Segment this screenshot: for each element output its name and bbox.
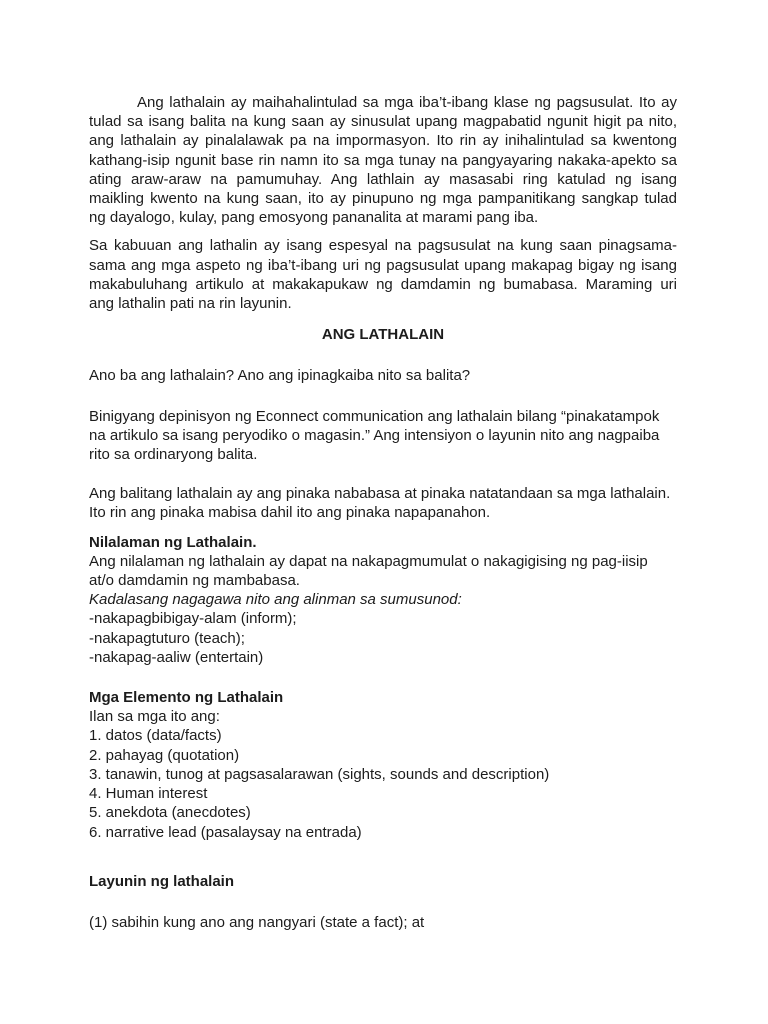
paragraph-line: na artikulo sa isang peryodiko o magasin.” Ang intensiyon o layunin nito ang nagpaiba: [89, 426, 660, 444]
balita-paragraph: [89, 484, 677, 522]
paragraph-line: sama ang mga aspeto ng iba’t-ibang uri ng pagsusulat upang makapag bigay ng isang: [89, 256, 677, 274]
paragraph-line: ang lathalin pati na rin layunin.: [89, 295, 292, 313]
paragraph-line: kathang-isip ngunit base rin namn ito sa mga tunay na pangyayaring nakaka-apekto sa: [89, 151, 677, 169]
paragraph-line: Binigyang depinisyon ng Econnect communication ang lathalain bilang “pinakatampok: [89, 407, 660, 425]
paragraph-line: Ang balitang lathalain ay ang pinaka nababasa at pinaka natatandaan sa mga lathalain.: [89, 485, 671, 503]
paragraph-line: ang lathalain ay pinalalawak pa na impormasyon. Ito rin ay inihalintulad sa kwentong: [89, 132, 677, 150]
list-item: 2. pahayag (quotation): [89, 746, 240, 764]
paragraph-line: Ang lathalain ay maihahalintulad sa mga iba’t-ibang klase ng pagsusulat. Ito ay: [137, 94, 677, 111]
paragraph-line: ng dayalogo, kulay, pang emosyong pananalita at marami pang iba.: [89, 209, 539, 227]
layunin-section: [89, 872, 677, 932]
paragraph-line: Sa kabuuan ang lathalin ay isang espesyal na pagsusulat na kung saan pinagsama-: [89, 237, 677, 255]
list-item: 3. tanawin, tunog at pagsasalarawan (sights, sounds and description): [89, 765, 550, 783]
list-item: -nakapagtuturo (teach);: [89, 629, 245, 647]
list-item: 1. datos (data/facts): [89, 727, 222, 745]
paragraph-line: rito sa ordinaryong balita.: [89, 446, 258, 464]
paragraph-line: Ang nilalaman ng lathalain ay dapat na nakapagmumulat o nakagigising ng pag-iisip: [89, 552, 648, 570]
elemento-title: Mga Elemento ng Lathalain: [89, 689, 284, 707]
definition-paragraph: [89, 407, 677, 465]
list-intro: Kadalasang nagagawa nito ang alinman sa sumusunod:: [89, 591, 462, 609]
intro-paragraph-1: [89, 93, 677, 227]
paragraph-line: ating araw-araw na pamumuhay. Ang lathlain ay masasabi ring katulad ng isang: [89, 170, 677, 188]
document-body: [89, 93, 677, 932]
nilalaman-section: [89, 533, 677, 667]
list-item: 5. anekdota (anecdotes): [89, 804, 251, 822]
list-intro: Ilan sa mga ito ang:: [89, 708, 220, 726]
list-item: -nakapag-aaliw (entertain): [89, 648, 264, 666]
list-item: (1) sabihin kung ano ang nangyari (state a fact); at: [89, 913, 425, 931]
paragraph-line: Ito rin ang pinaka mabisa dahil ito ang pinaka napapanahon.: [89, 504, 491, 522]
paragraph-line: makabuluhang artikulo at makakapukaw ng damdamin ng bumabasa. Maraming uri: [89, 275, 677, 293]
paragraph-line: tulad sa isang balita na kung saan ay sinusulat upang magpabatid ngunit higit pa nito,: [89, 113, 677, 131]
elemento-section: [89, 688, 677, 842]
paragraph-line: maikling kwento na kung saan, ito ay pinupuno ng mga pampanitikang sangkap tulad: [89, 190, 677, 208]
intro-paragraph-2: [89, 236, 677, 313]
section-heading: ANG LATHALAIN: [321, 326, 445, 344]
list-item: -nakapagbibigay-alam (inform);: [89, 610, 297, 628]
list-item: 6. narrative lead (pasalaysay na entrada): [89, 823, 362, 841]
layunin-title: Layunin ng lathalain: [89, 872, 235, 890]
paragraph-line: at/o damdamin ng mambabasa.: [89, 572, 300, 590]
list-item: 4. Human interest: [89, 785, 208, 803]
question-text: Ano ba ang lathalain? Ano ang ipinagkaiba nito sa balita?: [89, 367, 471, 385]
nilalaman-title: Nilalaman ng Lathalain.: [89, 533, 257, 551]
